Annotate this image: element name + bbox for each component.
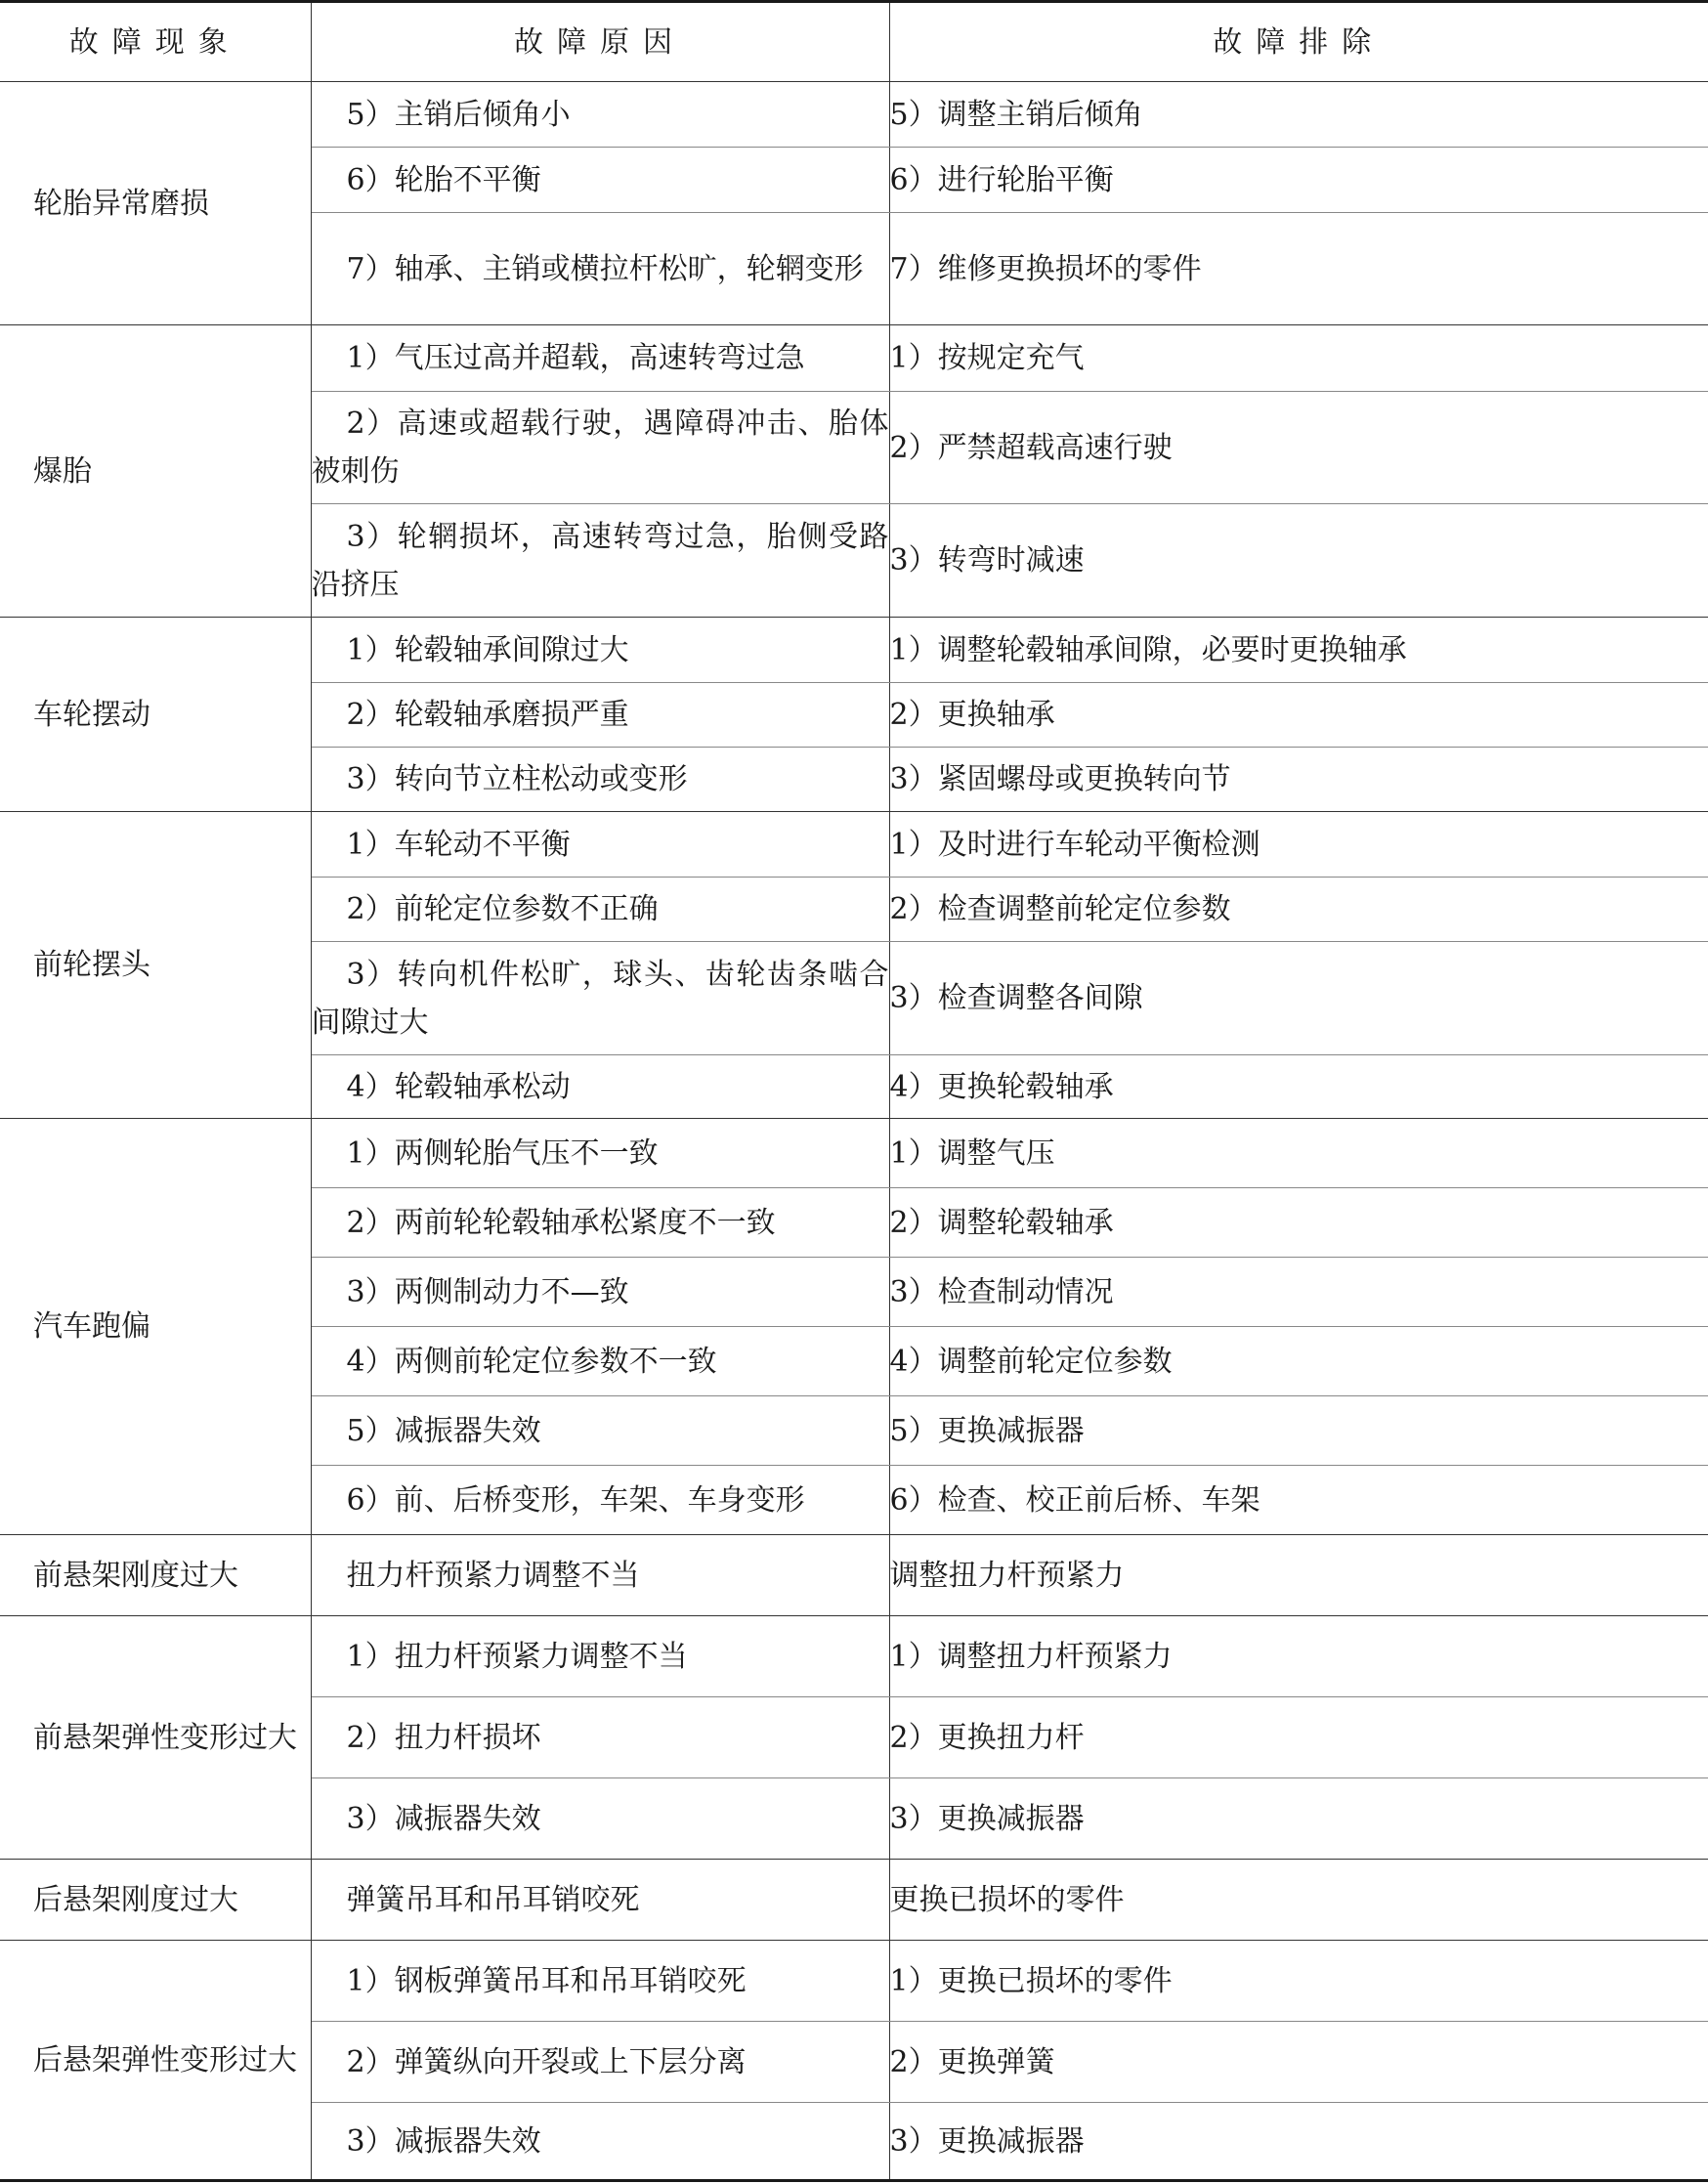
symptom-cell: 爆胎	[0, 325, 311, 618]
table-row	[0, 1616, 1708, 1697]
cause-cell: 1）轮毂轴承间隙过大	[311, 618, 889, 683]
table-row	[0, 325, 1708, 392]
remedy-cell: 2）更换扭力杆	[889, 1697, 1708, 1778]
cause-cell: 4）两侧前轮定位参数不一致	[311, 1327, 889, 1396]
table-row	[0, 1119, 1708, 1188]
table-row	[0, 82, 1708, 148]
cause-cell: 6）轮胎不平衡	[311, 148, 889, 213]
cause-cell: 5）主销后倾角小	[311, 82, 889, 148]
cause-cell: 3）转向机件松旷，球头、齿轮齿条啮合间隙过大	[311, 942, 889, 1055]
cause-cell: 3）轮辋损坏，高速转弯过急，胎侧受路沿挤压	[311, 504, 889, 618]
remedy-cell: 5）更换减振器	[889, 1396, 1708, 1466]
header-remedy: 故障排除	[889, 2, 1708, 82]
table-row	[0, 1860, 1708, 1941]
remedy-cell: 2）调整轮毂轴承	[889, 1188, 1708, 1258]
remedy-cell: 4）更换轮毂轴承	[889, 1055, 1708, 1119]
remedy-cell: 2）检查调整前轮定位参数	[889, 878, 1708, 942]
remedy-cell: 1）更换已损坏的零件	[889, 1941, 1708, 2022]
remedy-cell: 2）严禁超载高速行驶	[889, 392, 1708, 504]
table-row	[0, 1941, 1708, 2022]
cause-cell: 2）前轮定位参数不正确	[311, 878, 889, 942]
cause-cell: 3）减振器失效	[311, 1778, 889, 1860]
remedy-cell: 6）进行轮胎平衡	[889, 148, 1708, 213]
cause-cell: 2）弹簧纵向开裂或上下层分离	[311, 2022, 889, 2103]
remedy-cell: 1）调整轮毂轴承间隙，必要时更换轴承	[889, 618, 1708, 683]
remedy-cell: 3）紧固螺母或更换转向节	[889, 748, 1708, 812]
symptom-cell: 前悬架刚度过大	[0, 1535, 311, 1616]
symptom-cell: 汽车跑偏	[0, 1119, 311, 1535]
remedy-cell: 1）调整扭力杆预紧力	[889, 1616, 1708, 1697]
cause-cell: 3）转向节立柱松动或变形	[311, 748, 889, 812]
remedy-cell: 3）转弯时减速	[889, 504, 1708, 618]
remedy-cell: 5）调整主销后倾角	[889, 82, 1708, 148]
symptom-cell: 车轮摆动	[0, 618, 311, 812]
cause-cell: 2）两前轮轮毂轴承松紧度不一致	[311, 1188, 889, 1258]
table-row	[0, 618, 1708, 683]
symptom-cell: 后悬架刚度过大	[0, 1860, 311, 1941]
cause-cell: 2）扭力杆损坏	[311, 1697, 889, 1778]
remedy-cell: 3）检查制动情况	[889, 1258, 1708, 1327]
remedy-cell: 1）按规定充气	[889, 325, 1708, 392]
remedy-cell: 更换已损坏的零件	[889, 1860, 1708, 1941]
cause-cell: 7）轴承、主销或横拉杆松旷，轮辋变形	[311, 213, 889, 325]
header-cause: 故障原因	[311, 2, 889, 82]
remedy-cell: 6）检查、校正前后桥、车架	[889, 1466, 1708, 1535]
cause-cell: 扭力杆预紧力调整不当	[311, 1535, 889, 1616]
remedy-cell: 调整扭力杆预紧力	[889, 1535, 1708, 1616]
cause-cell: 1）气压过高并超载，高速转弯过急	[311, 325, 889, 392]
symptom-cell: 轮胎异常磨损	[0, 82, 311, 325]
cause-cell: 5）减振器失效	[311, 1396, 889, 1466]
remedy-cell: 1）调整气压	[889, 1119, 1708, 1188]
remedy-cell: 2）更换轴承	[889, 683, 1708, 748]
table-row	[0, 812, 1708, 878]
cause-cell: 弹簧吊耳和吊耳销咬死	[311, 1860, 889, 1941]
cause-cell: 2）轮毂轴承磨损严重	[311, 683, 889, 748]
table-header-row	[0, 2, 1708, 82]
cause-cell: 1）车轮动不平衡	[311, 812, 889, 878]
cause-cell: 1）两侧轮胎气压不一致	[311, 1119, 889, 1188]
cause-cell: 3）两侧制动力不—致	[311, 1258, 889, 1327]
cause-cell: 4）轮毂轴承松动	[311, 1055, 889, 1119]
symptom-cell: 后悬架弹性变形过大	[0, 1941, 311, 2181]
cause-cell: 1）钢板弹簧吊耳和吊耳销咬死	[311, 1941, 889, 2022]
remedy-cell: 7）维修更换损坏的零件	[889, 213, 1708, 325]
cause-cell: 1）扭力杆预紧力调整不当	[311, 1616, 889, 1697]
symptom-cell: 前悬架弹性变形过大	[0, 1616, 311, 1860]
remedy-cell: 3）检查调整各间隙	[889, 942, 1708, 1055]
remedy-cell: 3）更换减振器	[889, 1778, 1708, 1860]
header-symptom: 故障现象	[0, 2, 311, 82]
table-row	[0, 1535, 1708, 1616]
remedy-cell: 4）调整前轮定位参数	[889, 1327, 1708, 1396]
remedy-cell: 3）更换减振器	[889, 2123, 1085, 2159]
remedy-cell: 2）更换弹簧	[889, 2022, 1708, 2103]
cause-cell: 6）前、后桥变形，车架、车身变形	[311, 1466, 889, 1535]
cause-cell: 3）减振器失效	[311, 2103, 889, 2181]
remedy-cell: 1）及时进行车轮动平衡检测	[889, 812, 1708, 878]
symptom-cell: 前轮摆头	[0, 812, 311, 1119]
cause-cell: 2）高速或超载行驶，遇障碍冲击、胎体被刺伤	[311, 392, 889, 504]
